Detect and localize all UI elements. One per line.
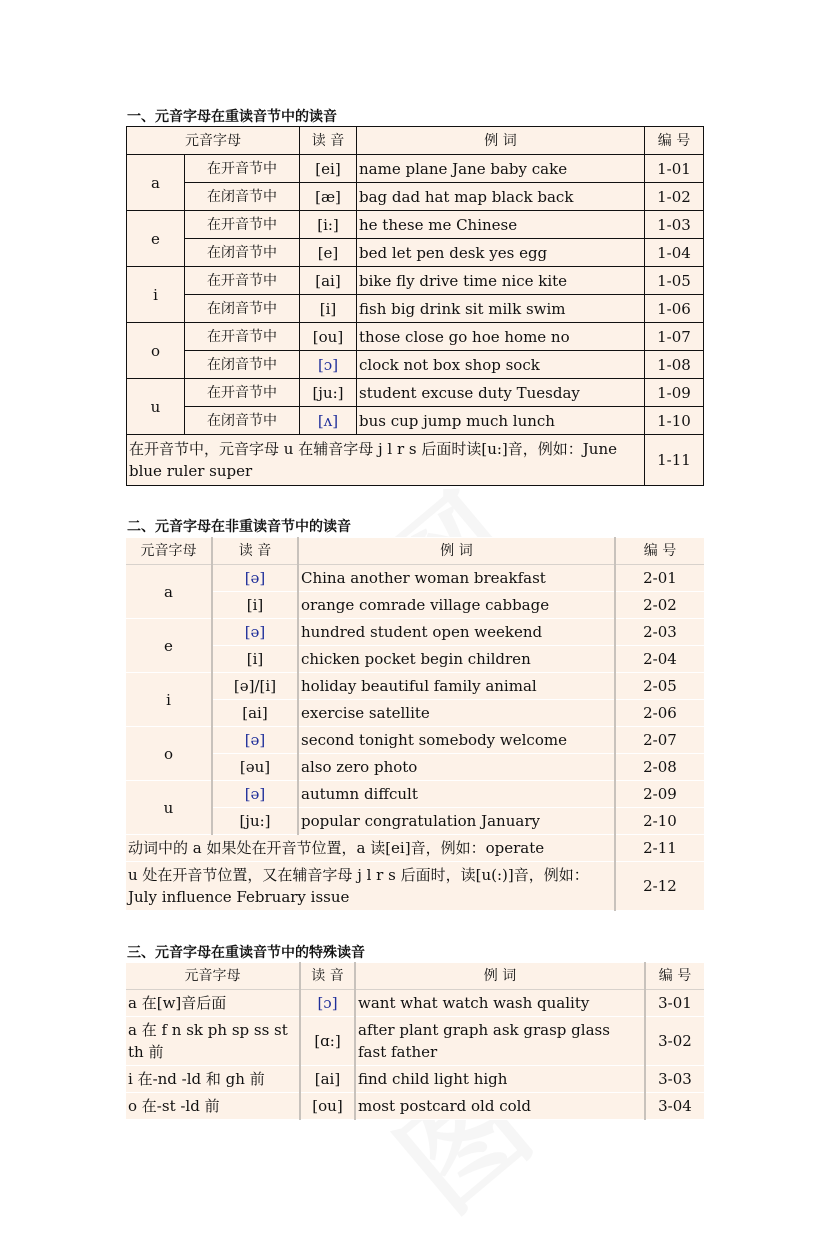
syllable-type: 在开音节中 <box>185 267 300 295</box>
header-vowel: 元音字母 <box>127 127 300 155</box>
code: 1-05 <box>645 267 704 295</box>
header-examples: 例 词 <box>355 963 645 990</box>
table-row <box>126 754 704 781</box>
code: 2-12 <box>615 862 704 911</box>
example-words: fish big drink sit milk swim <box>357 295 645 323</box>
table-row <box>126 565 704 592</box>
table-row <box>126 1017 704 1066</box>
table-row <box>127 351 704 379</box>
example-words: most postcard old cold <box>355 1093 645 1120</box>
table-row <box>126 808 704 835</box>
header-examples: 例 词 <box>298 538 615 565</box>
table-row <box>126 700 704 727</box>
vowel-letter: i <box>126 673 212 727</box>
note-row <box>126 862 704 911</box>
code: 1-08 <box>645 351 704 379</box>
header-examples: 例 词 <box>357 127 645 155</box>
sound: [ə] <box>212 781 298 808</box>
example-words: bed let pen desk yes egg <box>357 239 645 267</box>
table-row <box>127 379 704 407</box>
sound: [ɔ] <box>300 351 357 379</box>
table-header-row <box>126 538 704 565</box>
sound: [ə] <box>212 565 298 592</box>
sound: [ə] <box>212 619 298 646</box>
table-row <box>126 592 704 619</box>
stressed-vowel-table <box>126 126 704 486</box>
code: 1-06 <box>645 295 704 323</box>
note-text: u 处在开音节位置，又在辅音字母 j l r s 后面时，读[u(:)]音，例如：July influence February issue <box>126 862 615 911</box>
table-row <box>127 407 704 435</box>
sound: [i] <box>212 646 298 673</box>
example-words: China another woman breakfast <box>298 565 615 592</box>
sound: [ai] <box>300 1066 355 1093</box>
syllable-type: 在闭音节中 <box>185 295 300 323</box>
example-words: those close go hoe home no <box>357 323 645 351</box>
code: 2-08 <box>615 754 704 781</box>
example-words: clock not box shop sock <box>357 351 645 379</box>
vowel-letter: a <box>126 565 212 619</box>
table-row <box>126 619 704 646</box>
vowel-rule: a 在[w]音后面 <box>126 990 300 1017</box>
code: 1-03 <box>645 211 704 239</box>
header-sound: 读 音 <box>300 963 355 990</box>
example-words: student excuse duty Tuesday <box>357 379 645 407</box>
sound: [ə] <box>212 727 298 754</box>
example-words: want what watch wash quality <box>355 990 645 1017</box>
code: 2-11 <box>615 835 704 862</box>
table-row <box>126 1093 704 1120</box>
sound: [æ] <box>300 183 357 211</box>
vowel-letter: e <box>126 619 212 673</box>
example-words: bus cup jump much lunch <box>357 407 645 435</box>
header-code: 编 号 <box>645 963 704 990</box>
sound: [e] <box>300 239 357 267</box>
example-words: autumn diffcult <box>298 781 615 808</box>
vowel-rule: i 在-nd -ld 和 gh 前 <box>126 1066 300 1093</box>
section-2-heading: 二、元音字母在非重读音节中的读音 <box>127 519 351 535</box>
code: 3-04 <box>645 1093 704 1120</box>
vowel-letter: e <box>127 211 185 267</box>
code: 1-02 <box>645 183 704 211</box>
code: 2-05 <box>615 673 704 700</box>
table-row <box>126 673 704 700</box>
header-sound: 读 音 <box>212 538 298 565</box>
section-3-heading: 三、元音字母在重读音节中的特殊读音 <box>127 945 365 961</box>
vowel-letter: i <box>127 267 185 323</box>
code: 2-06 <box>615 700 704 727</box>
syllable-type: 在闭音节中 <box>185 183 300 211</box>
code: 2-09 <box>615 781 704 808</box>
vowel-letter: o <box>126 727 212 781</box>
sound: [ai] <box>212 700 298 727</box>
example-words: chicken pocket begin children <box>298 646 615 673</box>
table-header-row <box>126 963 704 990</box>
header-code: 编 号 <box>615 538 704 565</box>
note-row <box>126 835 704 862</box>
example-words: exercise satellite <box>298 700 615 727</box>
example-words: hundred student open weekend <box>298 619 615 646</box>
code: 1-10 <box>645 407 704 435</box>
sound: [ou] <box>300 323 357 351</box>
example-words: bag dad hat map black back <box>357 183 645 211</box>
example-words: also zero photo <box>298 754 615 781</box>
table-row <box>127 155 704 183</box>
table-row <box>127 183 704 211</box>
sound: [ə]/[i] <box>212 673 298 700</box>
example-words: bike fly drive time nice kite <box>357 267 645 295</box>
syllable-type: 在开音节中 <box>185 155 300 183</box>
code: 1-07 <box>645 323 704 351</box>
vowel-rule: o 在-st -ld 前 <box>126 1093 300 1120</box>
example-words: holiday beautiful family animal <box>298 673 615 700</box>
example-words: popular congratulation January <box>298 808 615 835</box>
table-row <box>127 239 704 267</box>
vowel-letter: a <box>127 155 185 211</box>
table-header-row <box>127 127 704 155</box>
table-row <box>126 646 704 673</box>
code: 2-07 <box>615 727 704 754</box>
header-sound: 读 音 <box>300 127 357 155</box>
vowel-letter: u <box>127 379 185 435</box>
code: 1-09 <box>645 379 704 407</box>
vowel-rule: a 在 f n sk ph sp ss st th 前 <box>126 1017 300 1066</box>
note-row <box>127 435 704 486</box>
sound: [i] <box>300 295 357 323</box>
code: 3-02 <box>645 1017 704 1066</box>
code: 3-03 <box>645 1066 704 1093</box>
table-row <box>127 211 704 239</box>
unstressed-vowel-table <box>126 537 704 911</box>
sound: [ɑ:] <box>300 1017 355 1066</box>
syllable-type: 在开音节中 <box>185 379 300 407</box>
syllable-type: 在开音节中 <box>185 211 300 239</box>
table-row <box>127 267 704 295</box>
table-row <box>127 323 704 351</box>
syllable-type: 在闭音节中 <box>185 239 300 267</box>
code: 2-10 <box>615 808 704 835</box>
syllable-type: 在闭音节中 <box>185 407 300 435</box>
vowel-letter: o <box>127 323 185 379</box>
sound: [əu] <box>212 754 298 781</box>
sound: [ju:] <box>300 379 357 407</box>
note-text: 动词中的 a 如果处在开音节位置，a 读[ei]音，例如：operate <box>126 835 615 862</box>
code: 3-01 <box>645 990 704 1017</box>
example-words: orange comrade village cabbage <box>298 592 615 619</box>
code: 1-01 <box>645 155 704 183</box>
sound: [ʌ] <box>300 407 357 435</box>
vowel-letter: u <box>126 781 212 835</box>
table-row <box>126 727 704 754</box>
sound: [ou] <box>300 1093 355 1120</box>
note-text: 在开音节中，元音字母 u 在辅音字母 j l r s 后面时读[u:]音，例如：June blue ruler super <box>127 435 645 486</box>
example-words: after plant graph ask grasp glass fast father <box>355 1017 645 1066</box>
table-row <box>126 781 704 808</box>
code: 2-04 <box>615 646 704 673</box>
header-vowel: 元音字母 <box>126 538 212 565</box>
section-1-heading: 一、元音字母在重读音节中的读音 <box>127 109 337 125</box>
table-row <box>127 295 704 323</box>
header-vowel: 元音字母 <box>126 963 300 990</box>
sound: [ei] <box>300 155 357 183</box>
code: 1-11 <box>645 435 704 486</box>
header-code: 编 号 <box>645 127 704 155</box>
sound: [i] <box>212 592 298 619</box>
example-words: find child light high <box>355 1066 645 1093</box>
sound: [ju:] <box>212 808 298 835</box>
code: 1-04 <box>645 239 704 267</box>
table-row <box>126 1066 704 1093</box>
syllable-type: 在闭音节中 <box>185 351 300 379</box>
table-row <box>126 990 704 1017</box>
example-words: he these me Chinese <box>357 211 645 239</box>
code: 2-01 <box>615 565 704 592</box>
sound: [ɔ] <box>300 990 355 1017</box>
example-words: second tonight somebody welcome <box>298 727 615 754</box>
sound: [i:] <box>300 211 357 239</box>
special-vowel-table <box>126 962 704 1120</box>
code: 2-03 <box>615 619 704 646</box>
sound: [ai] <box>300 267 357 295</box>
example-words: name plane Jane baby cake <box>357 155 645 183</box>
code: 2-02 <box>615 592 704 619</box>
syllable-type: 在开音节中 <box>185 323 300 351</box>
